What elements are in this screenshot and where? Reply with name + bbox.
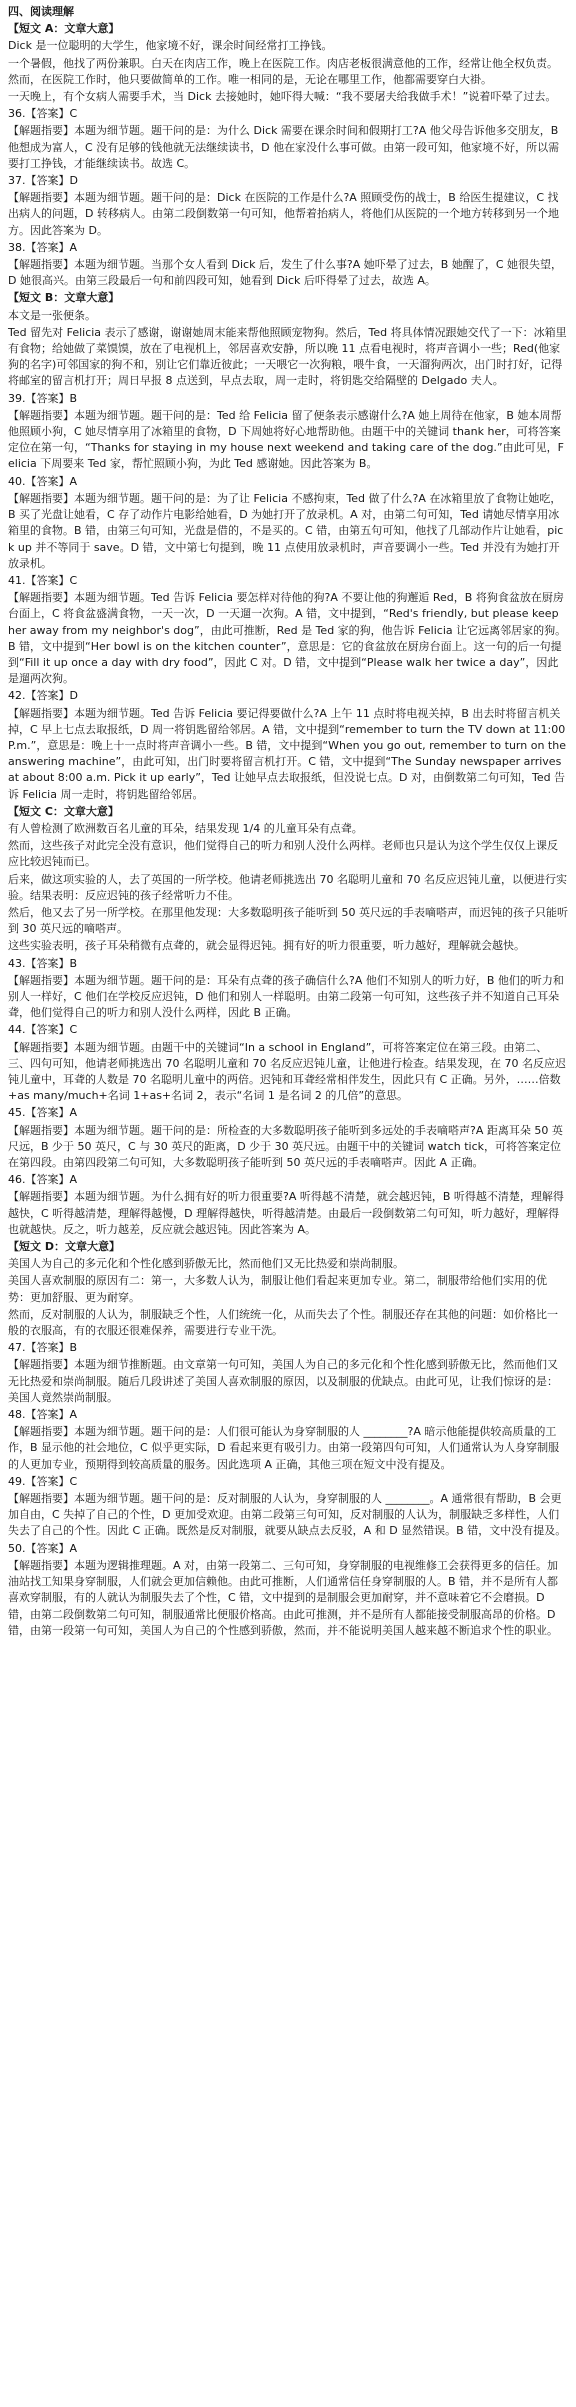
passage-d — [8, 1239, 568, 1339]
analysis-text: 【解题指要】本题为细节题。当那个女人看到 Dick 后，发生了什么事?A 她吓晕了过去，B 她醒了，C 她很失望，D 她很高兴。由第三段最后一句和前四段可知，她看到 Dick 后吓得晕了过去，故选 A。 — [8, 258, 563, 288]
analysis-text: 【解题指要】本题为细节题。题干问的是：为什么 Dick 需要在课余时间和假期打工?A 他父母告诉他多交朋友，B 他想成为富人，C 没有足够的钱他就无法继续读书，D 他在家没什么事可做。由第一段可知，他家境不好，所以需要打工挣钱，才能继续读书。故选 C。 — [8, 124, 560, 170]
passage-d-para: 美国人喜欢制服的原因有二：第一，大多数人认为，制服让他们看起来更加专业。第二，制服带给他们实用的优势：更加舒服、更为耐穿。 — [8, 1274, 547, 1304]
passage-d-title: 【短文 D：文章大意】 — [8, 1240, 120, 1254]
analysis-text: 【解题指要】本题为细节题。题干问的是：人们很可能认为身穿制服的人 ________?A 暗示他能提供较高质量的工作，B 显示他的社会地位，C 似乎更实际，D 看起来更有吸引力。由第一段第四句可知，人们通常认为人身穿制服的人更加专业，预期得到较高质量的服务。因此选项 A 正确，其他三项在短文中没有提及。 — [8, 1425, 560, 1471]
analysis-text: 【解题指要】本题为细节题。题干问的是：为了让 Felicia 不感拘束，Ted 做了什么?A 在冰箱里放了食物让她吃，B 买了光盘让她看，C 存了动作片电影给她看，D 为她打开了放录机。A 对，由第二句可知，Ted 请她尽情享用冰箱里的食物。B 错，由第三句可知，光盘是借的，不是买的。C 错，由第五句可知，他找了几部动作片让她看，pick up 并不等同于 save。D 错，文中第七句提到，晚 11 点使用放录机时，声音要调小一些。Ted 并没有为她打开放录机。 — [8, 491, 564, 570]
passage-a-para: 一个暑假，他找了两份兼职。白天在肉店工作，晚上在医院工作。肉店老板很满意他的工作，经常让他全权负责。然而，在医院工作时，他只要做简单的工作。唯一相同的是，无论在哪里工作，他都需要穿白大褂。 — [8, 56, 558, 86]
passage-a-title: 【短文 A：文章大意】 — [8, 22, 120, 36]
answer-label: 45.【答案】A — [8, 1106, 78, 1120]
passage-c-para: 然后，他又去了另一所学校。在那里他发现：大多数聪明孩子能听到 50 英尺远的手表嘀嗒声，而迟钝的孩子只能听到 30 英尺远的嘀嗒声。 — [8, 905, 568, 936]
passage-c-para: 有人曾检测了欧洲数百名儿童的耳朵，结果发现 1/4 的儿童耳朵有点聋。 — [8, 821, 363, 835]
analysis-text: 【解题指要】本题为细节题。题干问的是：耳朵有点聋的孩子确信什么?A 他们不知别人的听力好，B 他们的听力和别人一样好，C 他们在学校反应迟钝，D 他们和别人一样聪明。由第二段第一句可知，这些孩子并不知道自己耳朵聋，他们觉得自己的听力和别人没什么两样，因此 B 正确。 — [8, 973, 564, 1020]
passage-c-title: 【短文 C：文章大意】 — [8, 804, 119, 818]
answer-label: 40.【答案】A — [8, 474, 78, 488]
analysis-text: 【解题指要】本题为细节题。题干问的是：所检查的大多数聪明孩子能听到多远处的手表嘀嗒声?A 距离耳朵 50 英尺远，B 少于 50 英尺，C 与 30 英尺的距离，D 少于 30 英尺远。由题干中的关键词 watch tick，可将答案定位在第四段。由第四段第二句可知，大多数聪明孩子能听到 50 英尺远的手表嘀嗒声。因此 A 正确。 — [8, 1123, 563, 1170]
analysis-text: 【解题指要】本题为细节题。题干问的是：Dick 在医院的工作是什么?A 照顾受伤的战士，B 给医生提建议，C 找出病人的问题，D 转移病人。由第二段倒数第一句可知，他帮着抬病人，将他们从医院的一个地方转移到另一个地方。因此答案为 D。 — [8, 191, 559, 237]
passage-b — [8, 290, 568, 389]
passage-d-para: 美国人为自己的多元化和个性化感到骄傲无比，然而他们又无比热爱和崇尚制服。 — [8, 1257, 404, 1271]
analysis-text: 【解题指要】本题为细节推断题。由文章第一句可知，美国人为自己的多元化和个性化感到骄傲无比，然而他们又无比热爱和崇尚制服。随后几段讲述了美国人喜欢制服的原因，以及制服的优缺点。由此可见，让我们惊讶的是：美国人竟然崇尚制服。 — [8, 1358, 558, 1404]
passage-a-para: Dick 是一位聪明的大学生，他家境不好，课余时间经常打工挣钱。 — [8, 39, 333, 53]
passage-c-para: 这些实验表明，孩子耳朵稍微有点聋的，就会显得迟钝。拥有好的听力很重要，听力越好，理解就会越快。 — [8, 939, 525, 953]
analysis-text: 【解题指要】本题为细节题。Ted 告诉 Felicia 要怎样对待他的狗?A 不要让他的狗邂逅 Red，B 将狗食盆放在厨房台面上，C 将食盆盛满食物，一天一次，D 一天遛一次狗。A 错，文中提到，“Red's friendly, but please keep her away from my neighbor's dog”，由此可推断，Red 是 Ted 家的狗，他告诉 Felicia 让它远离邻居家的狗。B 错，文中提到“Her bowl is on the kitchen counter”，意思是：它的食盆放在厨房台面上。这一句的后一句提到“Fill it up once a day with dry food”，因此 C 对。D 错，文中提到“Please walk her twice a day”，因此是遛两次狗。 — [8, 591, 567, 686]
passage-b-title: 【短文 B：文章大意】 — [8, 291, 120, 305]
qa-d — [8, 1340, 568, 1639]
qa-c — [8, 956, 568, 1238]
answer-label: 47.【答案】B — [8, 1341, 78, 1355]
passage-d-para: 然而，反对制服的人认为，制服缺乏个性，人们统统一化，从而失去了个性。制服还存在其他的问题：如价格比一般的衣服高，有的衣服还很难保养，需要进行专业干洗。 — [8, 1307, 558, 1338]
answer-label: 49.【答案】C — [8, 1474, 78, 1488]
analysis-text: 【解题指要】本题为细节题。由题干中的关键词“In a school in England”，可将答案定位在第三段。由第二、三、四句可知，他请老师挑选出 70 名聪明儿童和 70 名反应迟钝儿童，让他进行检查。结果发现，在 70 名反应迟钝儿童中，耳聋的人数是 70 名聪明儿童中的两倍。迟钝和耳聋经常相伴发生，因此只有 C 正确。另外，……倍数+as many/much+名词 1+as+名词 2，表示“名词 1 是名词 2 的几倍”的意思。 — [8, 1040, 566, 1103]
passage-a — [8, 21, 568, 105]
answer-label: 41.【答案】C — [8, 573, 78, 587]
analysis-text: 【解题指要】本题为细节题。题干问的是：反对制服的人认为，身穿制服的人 ________。A 通常很有帮助，B 会更加自由，C 失掉了自己的个性，D 更加受欢迎。由第二段第三句可知，反对制服的人认为，制服缺乏多样性，人们失去了自己的个性。因此 C 正确。既然是反对制服，就要从缺点去反驳，A 和 D 显然错误。B 错，文中没有提及。 — [8, 1492, 567, 1538]
section-title: 四、阅读理解 — [8, 5, 74, 18]
answer-label: 46.【答案】A — [8, 1173, 78, 1187]
qa-b — [8, 391, 568, 803]
passage-c-para: 后来，做这项实验的人，去了英国的一所学校。他请老师挑选出 70 名聪明儿童和 70 名反应迟钝儿童，以便进行实验。结果表明：反应迟钝的孩子经常听力不佳。 — [8, 872, 567, 902]
passage-a-para: 一天晚上，有个女病人需要手术，当 Dick 去接她时，她吓得大喊：“我不要屠夫给我做手术！”说着吓晕了过去。 — [8, 90, 557, 104]
passage-c-para: 然而，这些孩子对此完全没有意识，他们觉得自己的听力和别人没什么两样。老师也只是认为这个学生仅仅上课反应比较迟钝而已。 — [8, 839, 558, 869]
passage-b-para: Ted 留先对 Felicia 表示了感谢，谢谢她周末能来帮他照顾宠物狗。然后，Ted 将具体情况跟她交代了一下：冰箱里有食物；给她做了菜馍馍，放在了电视机上，邻居喜欢安静，所以晚 11 点看电视时，将声音调小一些；Red(他家狗的名字)可邻国家的狗不和，别让它们靠近彼此；一天喂它一次狗粮，喂牛食，一天溜狗两次，出门时打好，记得将邮室的留言机打开；周日早报 8 点送到，早点去取，周一走时，将钥匙交给隔壁的 Delgado 夫人。 — [8, 325, 567, 388]
analysis-text: 【解题指要】本题为逻辑推理题。A 对，由第一段第二、三句可知，身穿制服的电视维修工会获得更多的信任。加油站找工知果身穿制服，人们就会更加信赖他。由此可推断，人们通常信任身穿制服的人。B 错，并不是所有人都喜欢穿制服，有的人就认为制服失去了个性，C 错，文中提到的是制服会更加耐穿，并不意味着它不会磨损。D 错，由第二段倒数第二句可知，制服通常比便服价格高。由此可推测，并不是所有人都能接受制服高昂的价格。D 错，由第一段第一句可知，美国人为自己的个性感到骄傲，然而，并不能说明美国人越来越不断追求个性的职业。 — [8, 1558, 559, 1637]
answer-label: 42.【答案】D — [8, 689, 78, 703]
analysis-text: 【解题指要】本题为细节题。Ted 告诉 Felicia 要记得要做什么?A 上午 11 点时将电视关掉，B 出去时将留言机关掉，C 早上七点去取报纸，D 周一将钥匙留给邻居。A 错，文中提到“remember to turn the TV down at 11:00 P.m.”，意思是：晚上十一点时将声音调小一些。B 错，文中提到“When you go out, remember to turn on the answering machine”，由此可知，出门时要将留言机打开。C 错，文中提到“The Sunday newspaper arrives at about 8:00 a.m. Pick it up early”，Ted 让她早点去取报纸，但没说七点。D 对，由倒数第二句可知，Ted 告诉 Felicia 周一走时，将钥匙留给邻居。 — [8, 706, 566, 801]
answer-label: 36.【答案】C — [8, 107, 78, 121]
passage-c — [8, 804, 568, 955]
answer-label: 50.【答案】A — [8, 1541, 78, 1555]
answer-label: 37.【答案】D — [8, 174, 78, 188]
answer-label: 43.【答案】B — [8, 956, 78, 970]
qa-a — [8, 106, 568, 289]
analysis-text: 【解题指要】本题为细节题。题干问的是：Ted 给 Felicia 留了便条表示感谢什么?A 她上周待在他家，B 她本周帮他照顾小狗，C 她尽情享用了冰箱里的食物，D 下周她将好心地帮助他。由题干中的关键词 thank her，可将答案定位在第一句，“Thanks for staying in my house next weekend and taking care of the dog.”由此可见，Felicia 下周要来 Ted 家，帮忙照顾小狗，为此 Ted 感谢她。因此答案为 B。 — [8, 408, 564, 471]
answer-label: 44.【答案】C — [8, 1023, 78, 1037]
analysis-text: 【解题指要】本题为细节题。为什么拥有好的听力很重要?A 听得越不清楚，就会越迟钝，B 听得越不清楚，理解得越快，C 听得越清楚，理解得越慢，D 理解得越快，听得越清楚。由最后一段倒数第二句可知，听力越好，理解得也就越快。反之，听力越差，反应就会越迟钝。因此答案为 A。 — [8, 1190, 564, 1236]
answer-label: 48.【答案】A — [8, 1408, 78, 1422]
answer-label: 39.【答案】B — [8, 391, 78, 405]
answer-label: 38.【答案】A — [8, 240, 78, 254]
passage-b-para: 本文是一张便条。 — [8, 308, 96, 322]
